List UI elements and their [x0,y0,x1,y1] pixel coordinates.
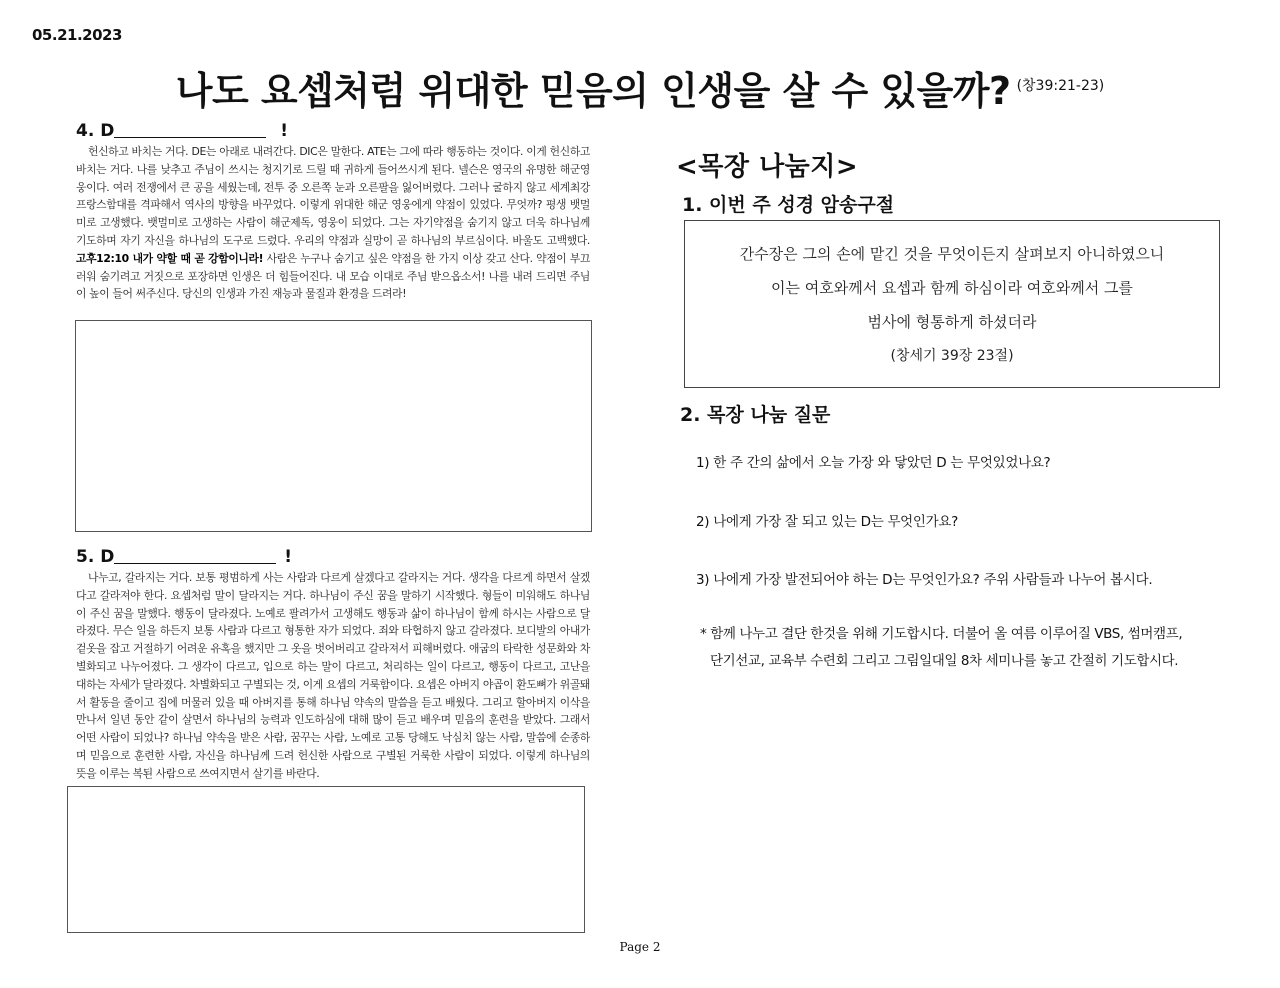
section-5-heading [76,547,292,567]
prayer-line-2: 단기선교, 교육부 수련회 그리고 그림일대일 8차 세미나를 놓고 간절히 기도합시다. [710,653,1179,669]
verse-line-3: 범사에 형통하게 하셨더라 [867,313,1037,331]
scripture-reference: (창39:21-23) [1016,78,1105,94]
questions-heading: 2. 목장 나눔 질문 [680,404,831,426]
section-4-text-part1: 헌신하고 바치는 거다. DE는 아래로 내려간다. DIC은 말한다. ATE는 그에 따라 행동하는 것이다. 이게 헌신하고 바치는 거다. 나를 낮추고 주님이 쓰시는 청지기로 드릴 때 귀하게 들어쓰시게 된다. 넬슨은 영국의 유명한 해군영웅이다. 여러 전쟁에서 큰 공을 세웠는데, 전투 중 오른쪽 눈과 오른팔을 잃어버렸다. 그러나 굴하지 않고 세계최강 프랑스함대를 격파해서 역사의 방향을 바꾸었다. 이렇게 위대한 해군 영웅에게 약점이 있었다. 무엇까? 평생 뱃멀미로 고생했다. 뱃멀미로 고생하는 사람이 해군제독, 영웅이 되었다. 그는 자기약점을 숨기지 않고 더욱 하나님께 기도하며 자기 자신을 하나님의 도구로 드렸다. 우리의 약점과 실망이 곧 하나님의 부르심이다. 바울도 고백했다. [76,145,590,247]
question-2: 2) 나에게 가장 잘 되고 있는 D는 무엇인가요? [696,514,959,530]
section-4-heading [76,121,288,141]
section-4-number: 4. D [76,121,115,141]
sharing-sheet-heading: <목장 나눔지> [676,152,859,182]
memory-verse-heading: 1. 이번 주 성경 암송구절 [682,194,895,216]
section-5-blank [114,547,276,564]
section-5-paragraph: 나누고, 갈라지는 거다. 보통 평범하게 사는 사람과 다르게 살겠다고 갈라지는 거다. 생각을 다르게 하면서 살겠다고 갈라져야 한다. 요셉처럼 말이 달라지는 거다. 하나님이 주신 꿈을 말하기 시작했다. 형들이 미워해도 하나님이 주신 꿈을 말했다. 행동이 달라졌다. 노예로 팔려가서 고생해도 행동과 삶이 하나님이 함께 하시는 사람으로 달라졌다. 무슨 일을 하든지 보통 사람과 다르고 형통한 자가 되었다. 죄와 타협하지 않고 갈라졌다. 보디발의 아내가 겉옷을 잡고 거절하기 어려운 유혹을 했지만 그 옷을 벗어버리고 갈라져서 피해버렸다. 애굽의 타락한 성문화와 차별화되고 나누어졌다. 그 생각이 다르고, 입으로 하는 말이 다르고, 처리하는 일이 다르고, 행동이 다르고, 고난을 대하는 자세가 달라졌다. 차별화되고 구별되는 것, 이게 요셉의 거룩함이다. 요셉은 아버지 야곱이 환도뼈가 위골돼서 활동을 줄이고 집에 머물러 있을 때 아버지를 통해 하나님 약속의 말씀을 듣고 배웠다. 그리고 할아버지 이삭을 만나서 일년 동안 같이 살면서 하나님의 능력과 인도하심에 대해 많이 듣고 배우며 믿음의 훈련을 받았다. 그래서 어떤 사람이 되었나? 하나님 약속을 받은 사람, 꿈꾸는 사람, 노예로 고통 당해도 낙심치 않는 사람, 말씀에 순종하며 믿음으로 훈련한 사람, 자신을 하나님께 드려 헌신한 사람으로 구별된 거룩한 사람이 되었다. 이렇게 하나님의 뜻을 이루는 복된 사람으로 쓰여지면서 살기를 바란다. [76,571,590,780]
section-5-exclaim: ! [284,547,293,567]
section-5-text [76,569,590,783]
section-4-text [76,143,590,303]
sermon-title: 나도 요셉처럼 위대한 믿음의 인생을 살 수 있을까? [175,69,1011,113]
page-title [0,60,1280,115]
section-4-blank [114,121,266,138]
question-3: 3) 나에게 가장 발전되어야 하는 D는 무엇인가요? 주위 사람들과 나누어 봅시다. [696,572,1153,588]
page-number: Page 2 [619,940,661,954]
prayer-line-1: * 함께 나누고 결단 한것을 위해 기도합시다. 더불어 올 여름 이루어질 VBS, 썸머캠프, [700,626,1183,642]
question-1: 1) 한 주 간의 삶에서 오늘 가장 와 닿았던 D 는 무엇있었나요? [696,455,1051,471]
section-4-exclaim: ! [280,121,289,141]
section-5-notes-box[interactable] [67,786,585,933]
verse-reference: (창세기 39장 23절) [890,348,1014,364]
prayer-request [700,621,1240,675]
verse-line-1: 간수장은 그의 손에 맡긴 것을 무엇이든지 살펴보지 아니하였으니 [739,245,1165,263]
verse-line-2: 이는 여호와께서 요셉과 함께 하심이라 여호와께서 그를 [771,279,1133,297]
memory-verse-box [684,220,1220,388]
section-4-notes-box[interactable] [75,320,592,532]
section-4-bold-verse: 고후12:10 내가 약할 때 곧 강함이니라! [76,251,264,265]
section-5-number: 5. D [76,547,115,567]
date-label: 05.21.2023 [32,26,122,44]
section-4-text-part2: 사람은 누구나 숨기고 싶은 약점을 한 가지 이상 갖고 산다. 약점이 부끄러워 숨기려고 거짓으로 포장하면 인생은 더 힘들어진다. 내 모습 이대로 주님 받으옵소서! 나를 내려 드리면 주님이 높이 들어 써주신다. 당신의 인생과 가진 재능과 물질과 환경을 드려라! [76,251,590,301]
